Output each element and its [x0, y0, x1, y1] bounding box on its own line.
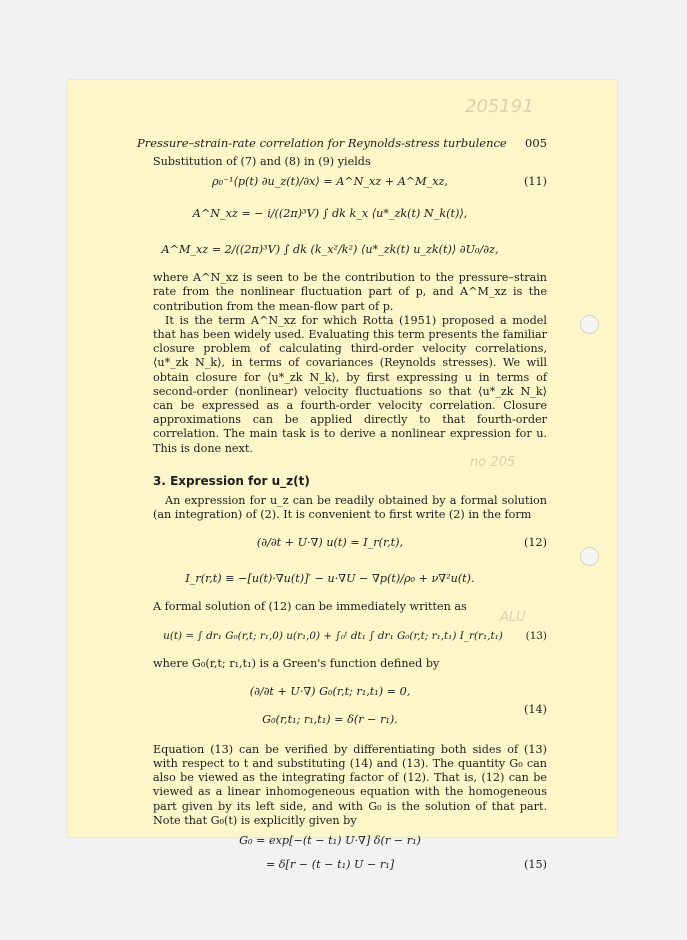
- equation-14b: [153, 702, 547, 731]
- paragraph: where A^N_xz is seen to be the contribution to the pressure–strain rate from the nonlinear fluctuation part of p, and A^M_xz is the contribution from the mean-flow part of p.: [153, 271, 547, 313]
- running-title: Pressure–strain-rate correlation for Reynolds-stress turbulence: [137, 136, 507, 150]
- paragraph: Equation (13) can be verified by differentiating both sides of (13) with respect to t and substituting (14) and (13). The quantity G₀ can also be viewed as the integrating factor of (12). That is, (12) can be viewed as a linear inhomogeneous equation with the homogeneous part given by its left side, and with G₀ is the solution of that part. Note that G₀(t) is explicitly given by: [153, 742, 547, 827]
- equation-body: u(t) = ∫ dr₁ G₀(r,t; r₁,0) u(r₁,0) + ∫₀ᵗ dt₁ ∫ dr₁ G₀(r,t; r₁,t₁) I_r(r₁,t₁): [163, 629, 503, 642]
- paragraph: where G₀(r,t; r₁,t₁) is a Green's function defined by: [153, 656, 440, 670]
- pencil-note: 205191: [465, 96, 534, 117]
- paragraph: It is the term A^N_xz for which Rotta (1951) proposed a model that has been widely used. Evaluating this term presents the familiar closure problem of calculating third-order velocity correlations, ⟨u*_zk N_k⟩, in terms of covariances (Reynolds stresses). We will obtain closure for ⟨u*_zk N_k⟩, by first expressing u in terms of second-order (nonlinear) velocity fluctuations so that ⟨u*_zk N_k⟩ can be expressed as a fourth-order velocity correlation. Closure approximations can be applied directly to that fourth-order correlation. The main task is to derive a nonlinear expression for u. This is done next.: [153, 313, 547, 455]
- equation-number: (14): [524, 702, 547, 716]
- equation-body: = δ[r − (t − t₁) U − r₁]: [265, 858, 395, 872]
- equation-body: A^N_xz = − i/((2π)³V) ∫ dk k_x ⟨u*_zk(t) N_k(t)⟩,: [192, 207, 468, 221]
- paragraph: Substitution of (7) and (8) in (9) yields: [153, 155, 371, 168]
- equation-body: ρ₀⁻¹⟨p(t) ∂u_z(t)/∂x⟩ = A^N_xz + A^M_xz,: [212, 175, 448, 189]
- equation-number: (15): [524, 858, 547, 872]
- equation-15a: [153, 834, 547, 852]
- equation-11: [153, 175, 547, 193]
- equation-15b: [153, 858, 547, 876]
- equation-body: G₀(r,t₁; r₁,t₁) = δ(r − r₁).: [262, 712, 398, 726]
- equation-11b: [153, 235, 547, 265]
- equation-14a: [153, 677, 547, 707]
- punch-hole-bottom: [580, 547, 599, 566]
- equation-body: G₀ = exp[−(t − t₁) U·∇] δ(r − r₁): [239, 834, 421, 848]
- section-heading: 3. Expression for u_z(t): [153, 473, 310, 488]
- equation-13: [153, 621, 547, 651]
- running-header: [137, 136, 547, 150]
- equation-body: A^M_xz = 2/((2π)³V) ∫ dk (k_x²/k²) ⟨u*_zk(t) u_zk(t)⟩ ∂U₀/∂z,: [161, 243, 499, 257]
- equation-body: (∂/∂t + U·∇) G₀(r,t; r₁,t₁) = 0,: [249, 684, 411, 698]
- equation-body: I_r(r,t) ≡ −[u(t)·∇u(t)]′ − u·∇U − ∇p(t)/ρ₀ + ν∇²u(t).: [185, 572, 475, 586]
- page-body: [153, 155, 547, 882]
- equation-body: (∂/∂t + U·∇) u(t) = I_r(r,t),: [256, 536, 404, 550]
- paragraph: A formal solution of (12) can be immediately written as: [153, 600, 467, 614]
- equation-number: (11): [524, 175, 547, 189]
- equation-number: (12): [524, 536, 547, 550]
- equation-11a: [153, 199, 547, 229]
- pencil-note: no 205: [470, 455, 516, 470]
- equation-number: (13): [525, 629, 547, 642]
- page-number: 005: [525, 136, 547, 150]
- punch-hole-top: [580, 315, 599, 334]
- equation-12a: [153, 564, 547, 594]
- paragraph: An expression for u_z can be readily obtained by a formal solution (an integration) of (2). It is convenient to first write (2) in the form: [153, 494, 547, 522]
- pencil-note: ALU: [500, 610, 526, 625]
- equation-12: [153, 528, 547, 558]
